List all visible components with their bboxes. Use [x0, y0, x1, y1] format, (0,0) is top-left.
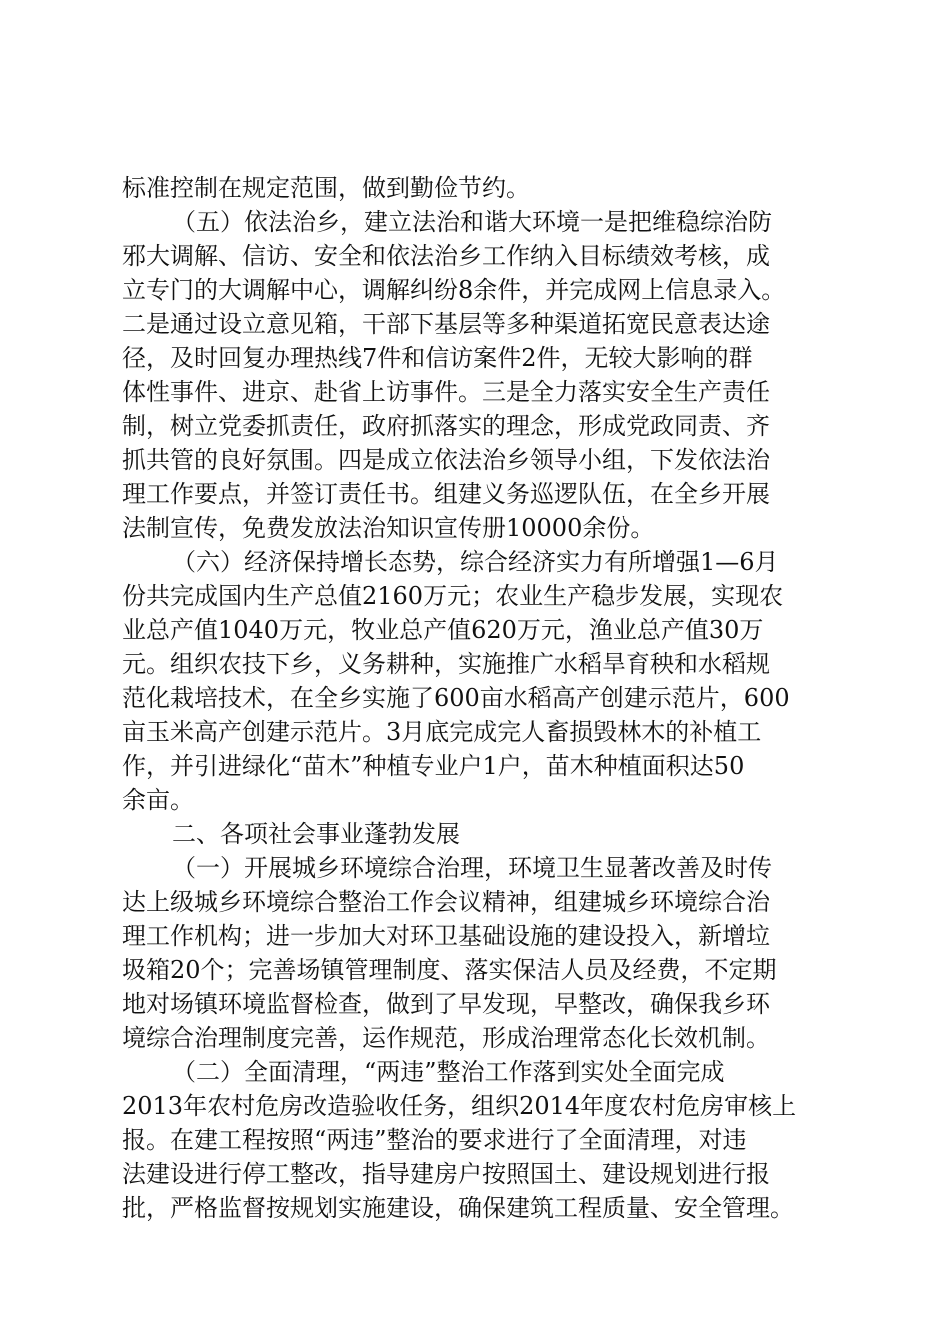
text-line: 境综合治理制度完善，运作规范，形成治理常态化长效机制。	[122, 1024, 770, 1052]
text-line: 批，严格监督按规划实施建设，确保建筑工程质量、安全管理。	[122, 1194, 794, 1222]
text-line: 标准控制在规定范围，做到勤俭节约。	[122, 174, 530, 202]
text-line: 径，及时回复办理热线7件和信访案件2件，无较大影响的群	[122, 344, 753, 372]
text-line: 抓共管的良好氛围。四是成立依法治乡领导小组，下发依法治	[122, 446, 770, 474]
text-line: 立专门的大调解中心，调解纠纷8余件，并完成网上信息录入。	[122, 276, 786, 304]
text-line: 报。在建工程按照“两违”整治的要求进行了全面清理，对违	[122, 1126, 747, 1154]
text-line: 作，并引进绿化“苗木”种植专业户1户，苗木种植面积达50	[122, 752, 745, 780]
text-line: 邪大调解、信访、安全和依法治乡工作纳入目标绩效考核，成	[122, 242, 770, 270]
text-line: （六）经济保持增长态势，综合经济实力有所增强1—6月	[172, 548, 779, 576]
text-line: 范化栽培技术，在全乡实施了600亩水稻高产创建示范片，600	[122, 684, 790, 712]
text-line: 2013年农村危房改造验收任务，组织2014年度农村危房审核上	[122, 1092, 797, 1120]
section-heading: 二、各项社会事业蓬勃发展	[172, 820, 460, 848]
text-line: 达上级城乡环境综合整治工作会议精神，组建城乡环境综合治	[122, 888, 770, 916]
text-line: 份共完成国内生产总值2160万元；农业生产稳步发展，实现农	[122, 582, 784, 610]
text-line: 亩玉米高产创建示范片。3月底完成完人畜损毁林木的补植工	[122, 718, 762, 746]
text-line: （一）开展城乡环境综合治理，环境卫生显著改善及时传	[172, 854, 772, 882]
text-line: 法建设进行停工整改，指导建房户按照国土、建设规划进行报	[122, 1160, 770, 1188]
text-line: （五）依法治乡，建立法治和谐大环境一是把维稳综治防	[172, 208, 772, 236]
text-line: 理工作机构；进一步加大对环卫基础设施的建设投入，新增垃	[122, 922, 770, 950]
text-line: 体性事件、进京、赴省上访事件。三是全力落实安全生产责任	[122, 378, 770, 406]
text-line: 地对场镇环境监督检查，做到了早发现，早整改，确保我乡环	[122, 990, 770, 1018]
text-line: 二是通过设立意见箱，干部下基层等多种渠道拓宽民意表达途	[122, 310, 770, 338]
text-line: 元。组织农技下乡，义务耕种，实施推广水稻旱育秧和水稻规	[122, 650, 770, 678]
text-line: 业总产值1040万元，牧业总产值620万元，渔业总产值30万	[122, 616, 764, 644]
text-line: 法制宣传，免费发放法治知识宣传册10000余份。	[122, 514, 655, 542]
text-line: （二）全面清理，“两违”整治工作落到实处全面完成	[172, 1058, 725, 1086]
text-line: 圾箱20个；完善场镇管理制度、落实保洁人员及经费，不定期	[122, 956, 777, 984]
text-line: 制，树立党委抓责任，政府抓落实的理念，形成党政同责、齐	[122, 412, 770, 440]
text-line: 理工作要点，并签订责任书。组建义务巡逻队伍，在全乡开展	[122, 480, 770, 508]
text-line: 余亩。	[122, 786, 194, 814]
